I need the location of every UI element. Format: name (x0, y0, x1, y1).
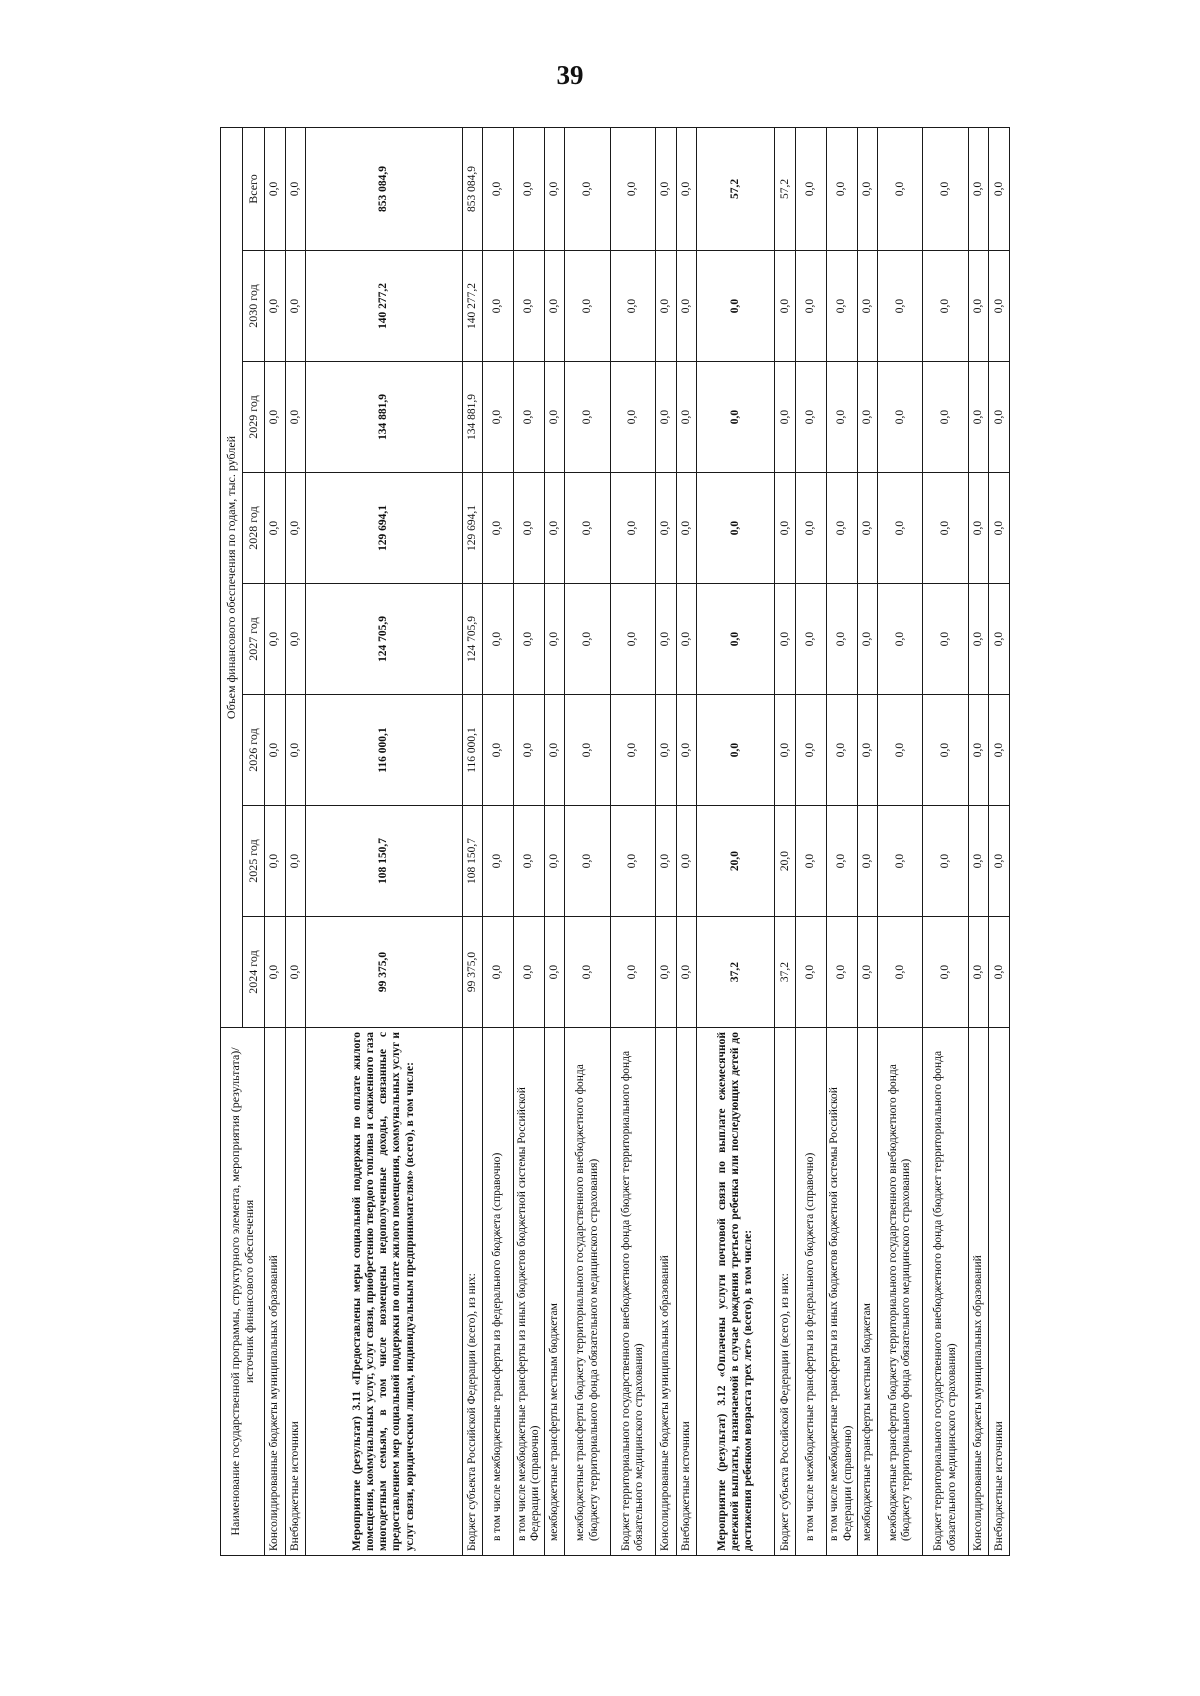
row-value: 124 705,9 (462, 584, 483, 695)
row-name: Бюджет территориального государственного внебюджетного фонда (бюджет территориального фонда обязательного медицинского страхования) (610, 1028, 655, 1556)
row-value: 0,0 (655, 695, 676, 806)
table-row (655, 127, 676, 1555)
row-value: 0,0 (483, 362, 514, 473)
row-value: 134 881,9 (462, 362, 483, 473)
row-value: 0,0 (610, 584, 655, 695)
row-value: 0,0 (878, 917, 923, 1028)
row-name: в том числе межбюджетные трансферты из иных бюджетов бюджетной системы Российской Федерации (справочно) (514, 1028, 545, 1556)
row-value: 0,0 (795, 584, 826, 695)
row-value: 0,0 (655, 584, 676, 695)
row-value: 0,0 (565, 695, 610, 806)
row-value: 0,0 (775, 362, 796, 473)
row-value: 0,0 (857, 584, 878, 695)
row-value: 0,0 (514, 917, 545, 1028)
row-value: 0,0 (697, 584, 775, 695)
row-name: Консолидированные бюджеты муниципальных образований (655, 1028, 676, 1556)
table-row (826, 127, 857, 1555)
table-row (676, 127, 697, 1555)
row-value: 0,0 (878, 362, 923, 473)
table-row (265, 127, 286, 1555)
header-total: Всего (243, 127, 265, 250)
row-value: 0,0 (676, 251, 697, 362)
row-value: 0,0 (610, 362, 655, 473)
row-value: 0,0 (514, 695, 545, 806)
row-value: 0,0 (795, 362, 826, 473)
row-value: 0,0 (923, 806, 968, 917)
row-value: 0,0 (795, 251, 826, 362)
row-value: 0,0 (968, 806, 989, 917)
table-row (610, 127, 655, 1555)
row-value: 0,0 (655, 473, 676, 584)
row-value: 0,0 (989, 473, 1010, 584)
row-value: 0,0 (676, 917, 697, 1028)
row-total: 0,0 (265, 127, 286, 250)
table-row (697, 127, 775, 1555)
row-value: 0,0 (514, 473, 545, 584)
row-value: 0,0 (265, 695, 286, 806)
row-value: 0,0 (610, 917, 655, 1028)
row-value: 0,0 (483, 806, 514, 917)
row-value: 0,0 (989, 251, 1010, 362)
table-row (968, 127, 989, 1555)
row-value: 134 881,9 (306, 362, 462, 473)
row-value: 0,0 (544, 251, 565, 362)
table-row (795, 127, 826, 1555)
row-value: 0,0 (265, 584, 286, 695)
row-value: 0,0 (565, 584, 610, 695)
row-value: 0,0 (826, 584, 857, 695)
row-value: 0,0 (795, 473, 826, 584)
row-value: 0,0 (544, 362, 565, 473)
rotated-table-container (220, 128, 1010, 1556)
table-row (514, 127, 545, 1555)
row-value: 116 000,1 (462, 695, 483, 806)
row-value: 0,0 (775, 251, 796, 362)
row-value: 0,0 (923, 473, 968, 584)
row-name: Мероприятие (результат) 3.11 «Предоставлены меры социальной поддержки по оплате жилого помещения, коммунальных услуг, услуг связи, приобретению твердого топлива и сжиженного газа многодетным семьям, в том числе возмещены недополученные доходы, связанные с предоставлением мер социальной поддержки по оплате жилого помещения, коммунальных услуг и услуг связи, юридическим лицам, индивидуальным предпринимателям» (всего), в том числе: (306, 1028, 462, 1556)
row-name: Внебюджетные источники (285, 1028, 306, 1556)
row-value: 0,0 (968, 917, 989, 1028)
row-value: 129 694,1 (306, 473, 462, 584)
row-value: 0,0 (697, 362, 775, 473)
financing-table (220, 127, 1010, 1556)
row-value: 0,0 (565, 362, 610, 473)
row-value: 0,0 (514, 806, 545, 917)
row-total: 0,0 (514, 127, 545, 250)
row-value: 0,0 (483, 473, 514, 584)
row-value: 20,0 (697, 806, 775, 917)
row-total: 0,0 (968, 127, 989, 250)
row-value: 0,0 (285, 584, 306, 695)
row-value: 0,0 (826, 806, 857, 917)
row-value: 0,0 (826, 917, 857, 1028)
row-value: 0,0 (483, 917, 514, 1028)
row-value: 0,0 (265, 362, 286, 473)
row-name: межбюджетные трансферты местным бюджетам (544, 1028, 565, 1556)
row-value: 0,0 (989, 695, 1010, 806)
row-name: в том числе межбюджетные трансферты из федерального бюджета (справочно) (795, 1028, 826, 1556)
row-value: 0,0 (857, 917, 878, 1028)
row-value: 0,0 (285, 473, 306, 584)
row-value: 0,0 (676, 806, 697, 917)
row-value: 0,0 (544, 917, 565, 1028)
row-total: 57,2 (697, 127, 775, 250)
header-year: 2026 год (243, 695, 265, 806)
row-value: 0,0 (285, 362, 306, 473)
table-row (775, 127, 796, 1555)
row-name: Консолидированные бюджеты муниципальных образований (265, 1028, 286, 1556)
row-value: 0,0 (968, 584, 989, 695)
row-value: 0,0 (923, 362, 968, 473)
row-total: 0,0 (923, 127, 968, 250)
row-value: 0,0 (610, 695, 655, 806)
row-total: 0,0 (989, 127, 1010, 250)
row-value: 0,0 (565, 917, 610, 1028)
row-total: 0,0 (878, 127, 923, 250)
row-name: межбюджетные трансферты местным бюджетам (857, 1028, 878, 1556)
row-value: 0,0 (923, 584, 968, 695)
table-row (462, 127, 483, 1555)
header-group: Объем финансового обеспечения по годам, тыс. рублей (221, 127, 243, 1027)
row-name: Бюджет субъекта Российской Федерации (всего), из них: (775, 1028, 796, 1556)
row-total: 0,0 (565, 127, 610, 250)
row-value: 0,0 (265, 917, 286, 1028)
header-name: Наименование государственной программы, структурного элемента, мероприятия (результата)/источник финансового обеспечения (221, 1028, 265, 1556)
row-value: 0,0 (826, 695, 857, 806)
row-total: 0,0 (610, 127, 655, 250)
table-row (306, 127, 462, 1555)
row-value: 0,0 (697, 695, 775, 806)
row-value: 108 150,7 (462, 806, 483, 917)
row-value: 37,2 (775, 917, 796, 1028)
row-total: 853 084,9 (306, 127, 462, 250)
row-value: 37,2 (697, 917, 775, 1028)
row-total: 0,0 (826, 127, 857, 250)
table-row (483, 127, 514, 1555)
row-name: в том числе межбюджетные трансферты из иных бюджетов бюджетной системы Российской Федерации (справочно) (826, 1028, 857, 1556)
row-value: 0,0 (514, 362, 545, 473)
row-value: 0,0 (795, 917, 826, 1028)
row-value: 0,0 (697, 251, 775, 362)
row-value: 0,0 (857, 473, 878, 584)
row-value: 0,0 (878, 806, 923, 917)
row-value: 0,0 (285, 695, 306, 806)
row-value: 0,0 (544, 806, 565, 917)
row-value: 0,0 (610, 251, 655, 362)
row-value: 0,0 (483, 584, 514, 695)
table-body (265, 127, 1010, 1555)
row-value: 0,0 (544, 584, 565, 695)
row-value: 0,0 (989, 806, 1010, 917)
row-value: 0,0 (676, 362, 697, 473)
row-total: 0,0 (544, 127, 565, 250)
row-value: 99 375,0 (462, 917, 483, 1028)
row-value: 0,0 (857, 806, 878, 917)
row-value: 0,0 (265, 473, 286, 584)
row-value: 0,0 (923, 917, 968, 1028)
header-year: 2029 год (243, 362, 265, 473)
row-value: 0,0 (565, 251, 610, 362)
row-value: 140 277,2 (306, 251, 462, 362)
table-row (989, 127, 1010, 1555)
header-year: 2024 год (243, 917, 265, 1028)
row-value: 0,0 (775, 473, 796, 584)
row-value: 0,0 (857, 695, 878, 806)
header-year: 2028 год (243, 473, 265, 584)
row-value: 0,0 (655, 362, 676, 473)
row-value: 0,0 (544, 695, 565, 806)
row-value: 99 375,0 (306, 917, 462, 1028)
row-value: 0,0 (544, 473, 565, 584)
row-value: 116 000,1 (306, 695, 462, 806)
row-value: 0,0 (968, 362, 989, 473)
header-year: 2025 год (243, 806, 265, 917)
header-year: 2030 год (243, 251, 265, 362)
row-value: 0,0 (795, 806, 826, 917)
row-value: 0,0 (514, 251, 545, 362)
row-value: 0,0 (923, 251, 968, 362)
row-value: 0,0 (265, 251, 286, 362)
page-number: 39 (556, 60, 584, 90)
row-total: 0,0 (655, 127, 676, 250)
row-value: 0,0 (610, 806, 655, 917)
table-row (923, 127, 968, 1555)
row-value: 0,0 (989, 917, 1010, 1028)
header-year: 2027 год (243, 584, 265, 695)
row-name: Бюджет территориального государственного внебюджетного фонда (бюджет территориального фонда обязательного медицинского страхования) (923, 1028, 968, 1556)
table-row (857, 127, 878, 1555)
row-value: 124 705,9 (306, 584, 462, 695)
row-name: межбюджетные трансферты бюджету территориального государственного внебюджетного фонда (бюджету территориального фонда обязательного медицинского страхования) (878, 1028, 923, 1556)
row-value: 0,0 (968, 473, 989, 584)
row-value: 129 694,1 (462, 473, 483, 584)
row-value: 0,0 (989, 584, 1010, 695)
row-value: 0,0 (483, 695, 514, 806)
row-value: 0,0 (857, 362, 878, 473)
row-total: 0,0 (483, 127, 514, 250)
row-value: 0,0 (923, 695, 968, 806)
row-value: 20,0 (775, 806, 796, 917)
row-name: Мероприятие (результат) 3.12 «Оплачены услуги почтовой связи по выплате ежемесячной денежной выплаты, назначаемой в случае рождения третьего ребенка или последующих детей до достижения ребенком возраста трех лет» (всего), в том числе: (697, 1028, 775, 1556)
row-value: 0,0 (655, 806, 676, 917)
row-value: 0,0 (989, 362, 1010, 473)
row-value: 0,0 (565, 806, 610, 917)
row-total: 0,0 (857, 127, 878, 250)
row-name: Бюджет субъекта Российской Федерации (всего), из них: (462, 1028, 483, 1556)
row-value: 0,0 (878, 251, 923, 362)
row-value: 0,0 (285, 806, 306, 917)
row-total: 0,0 (285, 127, 306, 250)
row-value: 0,0 (878, 695, 923, 806)
row-value: 0,0 (826, 473, 857, 584)
row-value: 0,0 (697, 473, 775, 584)
row-value: 0,0 (676, 695, 697, 806)
row-total: 0,0 (795, 127, 826, 250)
row-value: 0,0 (655, 917, 676, 1028)
table-row (285, 127, 306, 1555)
row-value: 0,0 (878, 473, 923, 584)
row-value: 0,0 (775, 695, 796, 806)
row-value: 0,0 (795, 695, 826, 806)
table-row (565, 127, 610, 1555)
row-value: 0,0 (483, 251, 514, 362)
row-value: 0,0 (285, 251, 306, 362)
row-value: 0,0 (285, 917, 306, 1028)
row-value: 0,0 (878, 584, 923, 695)
row-total: 57,2 (775, 127, 796, 250)
row-value: 0,0 (676, 473, 697, 584)
row-value: 0,0 (968, 695, 989, 806)
row-value: 0,0 (857, 251, 878, 362)
row-name: Консолидированные бюджеты муниципальных образований (968, 1028, 989, 1556)
table-row (878, 127, 923, 1555)
row-value: 0,0 (265, 806, 286, 917)
row-value: 0,0 (826, 251, 857, 362)
row-value: 0,0 (775, 584, 796, 695)
row-name: Внебюджетные источники (989, 1028, 1010, 1556)
row-value: 108 150,7 (306, 806, 462, 917)
row-value: 0,0 (514, 584, 545, 695)
row-value: 0,0 (655, 251, 676, 362)
row-value: 0,0 (968, 251, 989, 362)
row-value: 0,0 (676, 584, 697, 695)
row-name: Внебюджетные источники (676, 1028, 697, 1556)
row-value: 0,0 (826, 362, 857, 473)
row-value: 0,0 (610, 473, 655, 584)
row-total: 0,0 (676, 127, 697, 250)
row-name: межбюджетные трансферты бюджету территориального государственного внебюджетного фонда (бюджету территориального фонда обязательного медицинского страхования) (565, 1028, 610, 1556)
row-value: 0,0 (565, 473, 610, 584)
row-name: в том числе межбюджетные трансферты из федерального бюджета (справочно) (483, 1028, 514, 1556)
table-row (544, 127, 565, 1555)
row-total: 853 084,9 (462, 127, 483, 250)
row-value: 140 277,2 (462, 251, 483, 362)
